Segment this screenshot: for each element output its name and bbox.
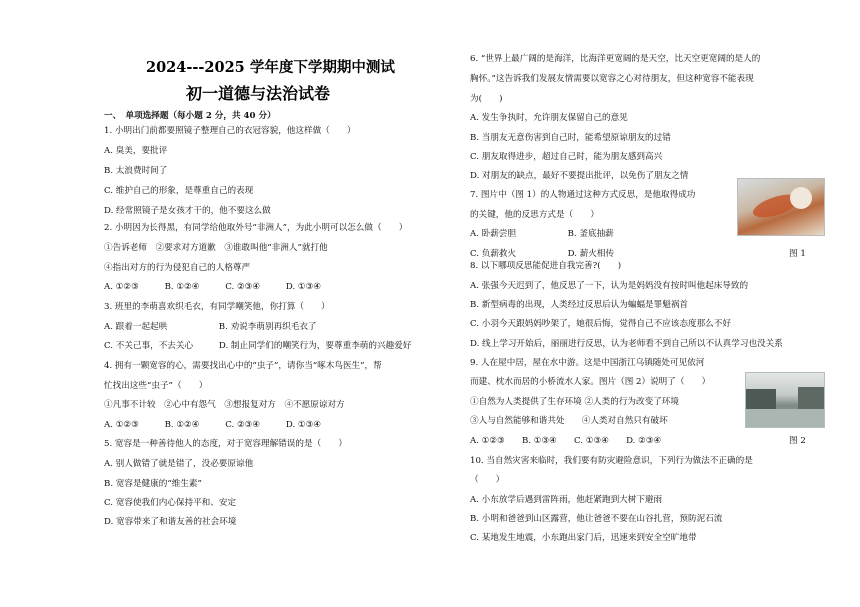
section-heading: 一、 单项选择题（每小题 2 分，共 40 分） [104,111,276,121]
question-5-stem: 5. 宽容是一种善待他人的态度，对于宽容理解错误的是（ ） [104,439,347,449]
question-8-option-a: A. 张强今天迟到了，他反思了一下，认为是妈妈没有按时叫他起床导致的 [470,281,749,291]
figure-2-caption: 图 2 [789,436,806,446]
question-6-stem-end: 为( ) [470,94,503,104]
question-1-option-a: A. 臭美，要批评 [104,146,168,156]
question-1-option-b: B. 太浪费时间了 [104,166,168,176]
question-8-option-c: C. 小羽今天跟妈妈吵架了，她很后悔，觉得自己不应该态度那么不好 [470,319,731,329]
question-7-stem-cont: 的关键，他的反思方式是（ ） [470,210,599,220]
page-subtitle: 初一道德与法治试卷 [186,84,331,103]
question-1-option-c: C. 维护自己的形象，是尊重自己的表现 [104,186,254,196]
question-9-items-cont: ③人与自然能够和谐共处 ④人类对自然只有破坏 [470,416,668,426]
question-5-option-c: C. 宽容使我们内心保持平和、安定 [104,498,237,508]
figure-2-building-left [746,389,776,409]
figure-2-building-right [798,387,824,409]
question-4-options: A. ①②③ B. ①②④ C. ②③④ D. ①③④ [104,420,322,430]
question-1-option-d: D. 经常照镜子是女孩才干的，他不要这么做 [104,206,271,216]
question-2-items-cont: ④指出对方的行为侵犯自己的人格尊严 [104,263,251,273]
question-10-option-a: A. 小东放学后遇到雷阵雨，他赶紧跑到大树下避雨 [470,495,663,505]
question-4-items: ①凡事不计较 ②心中有怨气 ③想报复对方 ④不愿原谅对方 [104,400,345,410]
question-9-items: ①自然为人类提供了生存环境 ②人类的行为改变了环境 [470,397,679,407]
question-6-option-a: A. 发生争执时，允许朋友保留自己的意见 [470,113,628,123]
question-9-stem-cont: 而建、枕水而居的小桥流水人家。图片（图 2）说明了（ ） [470,377,711,387]
question-3-options-cd: C. 不关己事，不去关心 D. 制止同学们的嘲笑行为，要尊重李萌的兴趣爱好 [104,341,412,351]
figure-1-image [737,178,825,236]
question-6-option-b: B. 当朋友无意伤害到自己时，能希望原谅朋友的过错 [470,133,671,143]
question-8-stem: 8. 以下哪项反思能促进自我完善?( ) [470,261,622,271]
question-9-options: A. ①②③ B. ①③④ C. ①③④ D. ②③④ [470,436,662,446]
question-9-stem: 9. 人在屋中居，屋在水中游。这是中国浙江乌镇随处可见依河 [470,358,705,368]
question-5-option-d: D. 宽容带来了和谐友善的社会环境 [104,517,237,527]
figure-1-highlight [790,187,812,209]
question-2-stem: 2. 小明因为长得黑，有同学给他取外号“非洲人”，为此小明可以怎么做（ ） [104,223,408,233]
question-5-option-b: B. 宽容是健康的“维生素” [104,479,202,489]
question-6-stem: 6. “世界上最广阔的是海洋，比海洋更宽阔的是天空，比天空更宽阔的是人的 [470,54,761,64]
question-6-stem-cont: 胸怀。”这告诉我们发展友情需要以宽容之心对待朋友，但这种宽容不能表现 [470,74,754,84]
question-10-stem: 10. 当自然灾害来临时，我们要有防灾避险意识，下列行为做法不正确的是 [470,456,753,466]
question-2-options: A. ①②③ B. ①②④ C. ②③④ D. ①③④ [104,282,322,292]
question-7-options-cd: C. 负薪救火 D. 薪火相传 [470,249,615,259]
question-3-stem: 3. 班里的李萌喜欢织毛衣，有同学嘲笑他，你打算（ ） [104,302,330,312]
question-3-options-ab: A. 跟着一起起哄 B. 劝说李萌别再织毛衣了 [104,322,317,332]
question-6-option-d: D. 对朋友的缺点，最好不要提出批评，以免伤了朋友之情 [470,171,689,181]
question-10-stem-end: （ ） [470,475,505,485]
question-1-stem: 1. 小明出门前都要照镜子整理自己的衣冠容貌，他这样做（ ） [104,126,356,136]
question-5-option-a: A. 别人做错了就是错了，没必要原谅他 [104,459,254,469]
question-7-options-ab: A. 卧薪尝胆 B. 釜底抽薪 [470,229,614,239]
page-title: 2024---2025 学年度下学期期中测试 [146,59,395,76]
question-7-stem: 7. 图片中（图 1）的人物通过这种方式反思，是他取得成功 [470,190,696,200]
question-4-stem: 4. 拥有一颗宽容的心，需要找出心中的“虫子”，请你当“啄木鸟医生”，帮 [104,361,382,371]
question-6-option-c: C. 朋友取得进步，超过自己时，能为朋友感到高兴 [470,152,663,162]
question-10-option-b: B. 小明和爸爸到山区露营，他让爸爸不要在山谷扎营，预防泥石流 [470,514,723,524]
question-4-stem-cont: 忙找出这些“虫子”（ ） [104,381,208,391]
figure-2-image [745,372,825,428]
question-8-option-b: B. 新型病毒的出现，人类经过反思后认为蝙蝠是罪魁祸首 [470,300,689,310]
figure-1-caption: 图 1 [789,249,806,259]
question-8-option-d: D. 线上学习开始后，丽丽进行反思，认为老师看不到自己所以不认真学习也没关系 [470,339,783,349]
question-2-items: ①告诉老师 ②要求对方道歉 ③谁敢叫他“非洲人”就打他 [104,243,328,253]
question-10-option-c: C. 某地发生地震，小东跑出家门后，迅速来到安全空旷地带 [470,533,697,543]
figure-2-canal [746,409,824,427]
